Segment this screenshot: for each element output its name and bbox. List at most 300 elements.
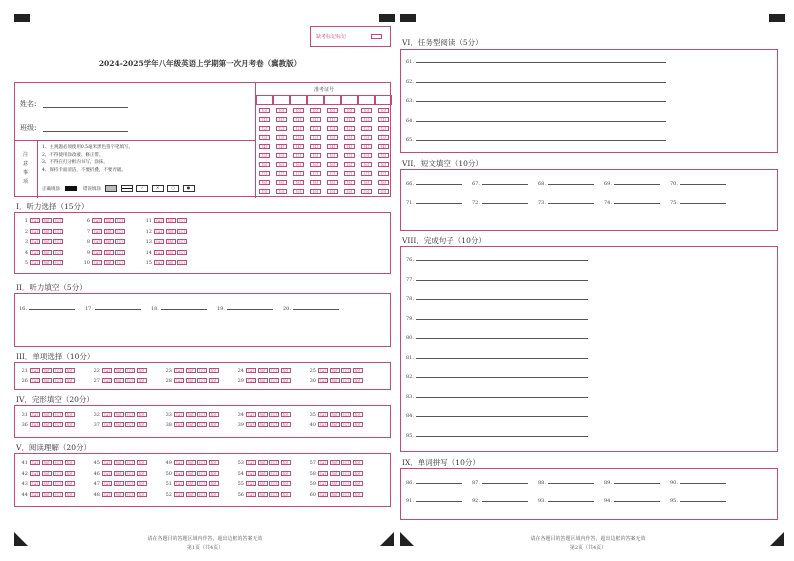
answer-bubble-d[interactable]: [D] xyxy=(353,471,363,476)
answer-bubble-b[interactable]: [B] xyxy=(258,378,268,383)
answer-bubble-b[interactable]: [B] xyxy=(186,471,196,476)
answer-bubble-a[interactable]: [A] xyxy=(174,471,184,476)
exam-id-bubble[interactable]: [8] xyxy=(259,180,270,185)
answer-bubble-b[interactable]: [B] xyxy=(258,412,268,417)
answer-bubble-b[interactable]: [B] xyxy=(258,460,268,465)
exam-id-bubble[interactable]: [6] xyxy=(310,162,321,167)
answer-bubble-a[interactable]: [A] xyxy=(30,378,40,383)
answer-bubble-d[interactable]: [D] xyxy=(353,492,363,497)
exam-id-bubble[interactable]: [0] xyxy=(344,108,355,113)
answer-bubble-a[interactable]: [A] xyxy=(154,239,164,244)
answer-bubble-a[interactable]: [A] xyxy=(30,422,40,427)
answer-bubble-d[interactable]: [D] xyxy=(137,481,147,486)
answer-bubble-c[interactable]: [C] xyxy=(53,422,63,427)
exam-id-bubble[interactable]: [4] xyxy=(259,144,270,149)
answer-bubble-d[interactable]: [D] xyxy=(65,481,75,486)
answer-line[interactable] xyxy=(482,203,528,204)
answer-bubble-a[interactable]: [A] xyxy=(174,422,184,427)
answer-bubble-b[interactable]: [B] xyxy=(114,412,124,417)
answer-bubble-c[interactable]: [C] xyxy=(269,422,279,427)
answer-bubble-c[interactable]: [C] xyxy=(341,368,351,373)
exam-id-bubble[interactable]: [8] xyxy=(276,180,287,185)
exam-id-bubble[interactable]: [2] xyxy=(293,126,304,131)
answer-bubble-c[interactable]: [C] xyxy=(269,378,279,383)
answer-bubble-c[interactable]: [C] xyxy=(115,239,125,244)
answer-bubble-c[interactable]: [C] xyxy=(269,412,279,417)
answer-bubble-c[interactable]: [C] xyxy=(341,422,351,427)
exam-id-bubble[interactable]: [3] xyxy=(310,135,321,140)
exam-id-bubble[interactable]: [8] xyxy=(344,180,355,185)
exam-id-bubble[interactable]: [5] xyxy=(293,153,304,158)
answer-line[interactable] xyxy=(416,377,588,378)
answer-line[interactable] xyxy=(482,184,528,185)
answer-bubble-b[interactable]: [B] xyxy=(42,239,52,244)
exam-id-bubble[interactable]: [1] xyxy=(327,117,338,122)
answer-bubble-d[interactable]: [D] xyxy=(209,471,219,476)
answer-bubble-d[interactable]: [D] xyxy=(281,492,291,497)
answer-bubble-a[interactable]: [A] xyxy=(102,471,112,476)
exam-id-bubble[interactable]: [4] xyxy=(344,144,355,149)
answer-bubble-a[interactable]: [A] xyxy=(30,239,40,244)
answer-bubble-c[interactable]: [C] xyxy=(269,460,279,465)
exam-id-digit-box[interactable] xyxy=(341,95,358,105)
answer-bubble-b[interactable]: [B] xyxy=(104,239,114,244)
exam-id-bubble[interactable]: [5] xyxy=(276,153,287,158)
answer-bubble-c[interactable]: [C] xyxy=(53,412,63,417)
answer-bubble-b[interactable]: [B] xyxy=(186,492,196,497)
answer-bubble-d[interactable]: [D] xyxy=(137,368,147,373)
exam-id-bubble[interactable]: [3] xyxy=(361,135,372,140)
answer-bubble-c[interactable]: [C] xyxy=(197,412,207,417)
answer-bubble-a[interactable]: [A] xyxy=(154,218,164,223)
answer-bubble-c[interactable]: [C] xyxy=(197,368,207,373)
answer-bubble-c[interactable]: [C] xyxy=(53,481,63,486)
answer-bubble-a[interactable]: [A] xyxy=(30,368,40,373)
answer-line[interactable] xyxy=(416,436,588,437)
answer-line[interactable] xyxy=(416,260,588,261)
answer-bubble-b[interactable]: [B] xyxy=(166,218,176,223)
answer-line[interactable] xyxy=(29,309,75,310)
answer-line[interactable] xyxy=(161,309,207,310)
exam-id-bubble[interactable]: [4] xyxy=(293,144,304,149)
answer-bubble-a[interactable]: [A] xyxy=(246,378,256,383)
answer-bubble-b[interactable]: [B] xyxy=(186,422,196,427)
answer-line[interactable] xyxy=(95,309,141,310)
exam-id-bubble[interactable]: [0] xyxy=(361,108,372,113)
answer-line[interactable] xyxy=(293,309,339,310)
exam-id-bubble[interactable]: [3] xyxy=(378,135,389,140)
answer-bubble-b[interactable]: [B] xyxy=(42,368,52,373)
exam-id-bubble[interactable]: [7] xyxy=(378,171,389,176)
answer-bubble-d[interactable]: [D] xyxy=(353,378,363,383)
answer-bubble-b[interactable]: [B] xyxy=(104,229,114,234)
answer-bubble-a[interactable]: [A] xyxy=(154,229,164,234)
exam-id-bubble[interactable]: [0] xyxy=(259,108,270,113)
answer-bubble-a[interactable]: [A] xyxy=(318,481,328,486)
answer-bubble-d[interactable]: [D] xyxy=(65,471,75,476)
answer-bubble-b[interactable]: [B] xyxy=(330,460,340,465)
answer-bubble-c[interactable]: [C] xyxy=(53,368,63,373)
answer-line[interactable] xyxy=(614,203,660,204)
answer-bubble-a[interactable]: [A] xyxy=(92,218,102,223)
answer-bubble-d[interactable]: [D] xyxy=(281,422,291,427)
answer-bubble-b[interactable]: [B] xyxy=(258,422,268,427)
exam-id-bubble[interactable]: [9] xyxy=(361,189,372,194)
exam-id-bubble[interactable]: [7] xyxy=(344,171,355,176)
answer-line[interactable] xyxy=(482,483,528,484)
answer-bubble-c[interactable]: [C] xyxy=(125,492,135,497)
answer-bubble-c[interactable]: [C] xyxy=(197,460,207,465)
answer-bubble-c[interactable]: [C] xyxy=(197,481,207,486)
exam-id-bubble[interactable]: [7] xyxy=(310,171,321,176)
answer-line[interactable] xyxy=(227,309,273,310)
exam-id-bubble[interactable]: [1] xyxy=(310,117,321,122)
exam-id-bubble[interactable]: [9] xyxy=(276,189,287,194)
exam-id-bubble[interactable]: [9] xyxy=(293,189,304,194)
answer-bubble-a[interactable]: [A] xyxy=(92,250,102,255)
answer-bubble-d[interactable]: [D] xyxy=(209,422,219,427)
answer-bubble-a[interactable]: [A] xyxy=(154,250,164,255)
answer-bubble-a[interactable]: [A] xyxy=(246,368,256,373)
exam-id-bubble[interactable]: [4] xyxy=(378,144,389,149)
answer-bubble-a[interactable]: [A] xyxy=(92,260,102,265)
exam-id-bubble[interactable]: [3] xyxy=(327,135,338,140)
answer-bubble-c[interactable]: [C] xyxy=(197,378,207,383)
answer-bubble-b[interactable]: [B] xyxy=(258,471,268,476)
answer-bubble-c[interactable]: [C] xyxy=(125,481,135,486)
exam-id-bubble[interactable]: [5] xyxy=(361,153,372,158)
answer-bubble-a[interactable]: [A] xyxy=(174,368,184,373)
exam-id-bubble[interactable]: [4] xyxy=(310,144,321,149)
answer-line[interactable] xyxy=(614,483,660,484)
answer-line[interactable] xyxy=(416,416,588,417)
answer-bubble-d[interactable]: [D] xyxy=(209,368,219,373)
exam-id-bubble[interactable]: [8] xyxy=(310,180,321,185)
exam-id-bubble[interactable]: [9] xyxy=(327,189,338,194)
answer-line[interactable] xyxy=(416,121,666,122)
exam-id-bubble[interactable]: [8] xyxy=(361,180,372,185)
answer-bubble-a[interactable]: [A] xyxy=(102,481,112,486)
answer-bubble-c[interactable]: [C] xyxy=(53,229,63,234)
exam-id-digit-box[interactable] xyxy=(358,95,375,105)
answer-bubble-a[interactable]: [A] xyxy=(246,471,256,476)
answer-line[interactable] xyxy=(680,483,726,484)
answer-bubble-c[interactable]: [C] xyxy=(125,368,135,373)
answer-bubble-b[interactable]: [B] xyxy=(42,481,52,486)
answer-bubble-c[interactable]: [C] xyxy=(53,239,63,244)
exam-id-bubble[interactable]: [2] xyxy=(344,126,355,131)
exam-id-bubble[interactable]: [2] xyxy=(259,126,270,131)
answer-line[interactable] xyxy=(416,338,588,339)
answer-bubble-b[interactable]: [B] xyxy=(166,229,176,234)
answer-bubble-a[interactable]: [A] xyxy=(30,229,40,234)
answer-bubble-c[interactable]: [C] xyxy=(269,481,279,486)
answer-bubble-b[interactable]: [B] xyxy=(42,218,52,223)
exam-id-bubble[interactable]: [7] xyxy=(361,171,372,176)
exam-id-bubble[interactable]: [5] xyxy=(344,153,355,158)
answer-bubble-b[interactable]: [B] xyxy=(42,229,52,234)
answer-bubble-a[interactable]: [A] xyxy=(30,481,40,486)
answer-line[interactable] xyxy=(614,184,660,185)
answer-line[interactable] xyxy=(416,101,666,102)
answer-bubble-d[interactable]: [D] xyxy=(281,378,291,383)
exam-id-bubble[interactable]: [8] xyxy=(378,180,389,185)
answer-bubble-c[interactable]: [C] xyxy=(341,492,351,497)
exam-id-bubble[interactable]: [1] xyxy=(259,117,270,122)
answer-bubble-c[interactable]: [C] xyxy=(197,492,207,497)
answer-line[interactable] xyxy=(416,203,462,204)
answer-bubble-c[interactable]: [C] xyxy=(197,471,207,476)
answer-bubble-a[interactable]: [A] xyxy=(30,412,40,417)
exam-id-digit-box[interactable] xyxy=(324,95,341,105)
answer-bubble-b[interactable]: [B] xyxy=(114,481,124,486)
exam-id-bubble[interactable]: [2] xyxy=(310,126,321,131)
answer-bubble-d[interactable]: [D] xyxy=(137,460,147,465)
exam-id-bubble[interactable]: [6] xyxy=(293,162,304,167)
name-field[interactable] xyxy=(43,107,128,108)
answer-line[interactable] xyxy=(680,501,726,502)
answer-bubble-d[interactable]: [D] xyxy=(65,378,75,383)
answer-bubble-c[interactable]: [C] xyxy=(177,218,187,223)
answer-bubble-c[interactable]: [C] xyxy=(125,422,135,427)
answer-line[interactable] xyxy=(416,358,588,359)
answer-bubble-b[interactable]: [B] xyxy=(42,492,52,497)
answer-bubble-c[interactable]: [C] xyxy=(269,492,279,497)
answer-bubble-c[interactable]: [C] xyxy=(53,378,63,383)
exam-id-digit-box[interactable] xyxy=(375,95,392,105)
answer-bubble-b[interactable]: [B] xyxy=(42,471,52,476)
answer-bubble-c[interactable]: [C] xyxy=(53,460,63,465)
answer-bubble-d[interactable]: [D] xyxy=(209,412,219,417)
answer-bubble-b[interactable]: [B] xyxy=(330,378,340,383)
answer-bubble-d[interactable]: [D] xyxy=(281,460,291,465)
answer-bubble-a[interactable]: [A] xyxy=(102,460,112,465)
exam-id-bubble[interactable]: [1] xyxy=(276,117,287,122)
answer-line[interactable] xyxy=(614,501,660,502)
answer-bubble-d[interactable]: [D] xyxy=(353,368,363,373)
answer-line[interactable] xyxy=(416,280,588,281)
answer-bubble-b[interactable]: [B] xyxy=(104,218,114,223)
answer-bubble-a[interactable]: [A] xyxy=(30,218,40,223)
answer-bubble-d[interactable]: [D] xyxy=(281,481,291,486)
answer-bubble-a[interactable]: [A] xyxy=(246,422,256,427)
exam-id-bubble[interactable]: [4] xyxy=(327,144,338,149)
answer-bubble-a[interactable]: [A] xyxy=(30,471,40,476)
answer-line[interactable] xyxy=(680,203,726,204)
answer-bubble-d[interactable]: [D] xyxy=(281,368,291,373)
exam-id-bubble[interactable]: [0] xyxy=(378,108,389,113)
answer-bubble-a[interactable]: [A] xyxy=(92,229,102,234)
answer-bubble-c[interactable]: [C] xyxy=(269,368,279,373)
exam-id-bubble[interactable]: [5] xyxy=(378,153,389,158)
exam-id-digit-box[interactable] xyxy=(256,95,273,105)
answer-bubble-a[interactable]: [A] xyxy=(102,422,112,427)
answer-bubble-a[interactable]: [A] xyxy=(30,250,40,255)
answer-bubble-a[interactable]: [A] xyxy=(174,492,184,497)
answer-bubble-b[interactable]: [B] xyxy=(330,422,340,427)
answer-bubble-c[interactable]: [C] xyxy=(197,422,207,427)
exam-id-bubble[interactable]: [1] xyxy=(378,117,389,122)
exam-id-bubble[interactable]: [2] xyxy=(361,126,372,131)
answer-bubble-a[interactable]: [A] xyxy=(102,492,112,497)
answer-bubble-a[interactable]: [A] xyxy=(92,239,102,244)
answer-bubble-a[interactable]: [A] xyxy=(102,378,112,383)
answer-bubble-c[interactable]: [C] xyxy=(125,412,135,417)
exam-id-bubble[interactable]: [0] xyxy=(310,108,321,113)
exam-id-bubble[interactable]: [0] xyxy=(276,108,287,113)
answer-bubble-b[interactable]: [B] xyxy=(166,260,176,265)
answer-bubble-b[interactable]: [B] xyxy=(114,422,124,427)
exam-id-bubble[interactable]: [9] xyxy=(378,189,389,194)
answer-line[interactable] xyxy=(416,483,462,484)
answer-bubble-b[interactable]: [B] xyxy=(104,260,114,265)
answer-bubble-b[interactable]: [B] xyxy=(42,460,52,465)
exam-id-bubble[interactable]: [2] xyxy=(327,126,338,131)
answer-bubble-d[interactable]: [D] xyxy=(65,412,75,417)
answer-bubble-a[interactable]: [A] xyxy=(102,412,112,417)
answer-bubble-b[interactable]: [B] xyxy=(114,471,124,476)
answer-bubble-d[interactable]: [D] xyxy=(209,378,219,383)
answer-bubble-d[interactable]: [D] xyxy=(209,492,219,497)
answer-line[interactable] xyxy=(416,319,588,320)
exam-id-bubble[interactable]: [0] xyxy=(293,108,304,113)
exam-id-bubble[interactable]: [1] xyxy=(344,117,355,122)
answer-bubble-b[interactable]: [B] xyxy=(186,460,196,465)
exam-id-digit-box[interactable] xyxy=(307,95,324,105)
answer-bubble-d[interactable]: [D] xyxy=(65,422,75,427)
answer-line[interactable] xyxy=(416,397,588,398)
answer-line[interactable] xyxy=(548,483,594,484)
answer-bubble-b[interactable]: [B] xyxy=(186,481,196,486)
exam-id-digit-box[interactable] xyxy=(290,95,307,105)
answer-bubble-c[interactable]: [C] xyxy=(115,260,125,265)
answer-bubble-d[interactable]: [D] xyxy=(137,492,147,497)
exam-id-bubble[interactable]: [8] xyxy=(293,180,304,185)
answer-bubble-d[interactable]: [D] xyxy=(65,460,75,465)
answer-bubble-c[interactable]: [C] xyxy=(125,460,135,465)
exam-id-bubble[interactable]: [4] xyxy=(361,144,372,149)
answer-bubble-a[interactable]: [A] xyxy=(30,492,40,497)
answer-bubble-a[interactable]: [A] xyxy=(174,481,184,486)
answer-line[interactable] xyxy=(416,501,462,502)
answer-bubble-a[interactable]: [A] xyxy=(318,471,328,476)
answer-bubble-b[interactable]: [B] xyxy=(114,460,124,465)
answer-bubble-b[interactable]: [B] xyxy=(258,481,268,486)
exam-id-bubble[interactable]: [7] xyxy=(259,171,270,176)
exam-id-bubble[interactable]: [1] xyxy=(361,117,372,122)
answer-bubble-d[interactable]: [D] xyxy=(209,481,219,486)
answer-bubble-c[interactable]: [C] xyxy=(177,260,187,265)
answer-bubble-b[interactable]: [B] xyxy=(42,412,52,417)
answer-bubble-b[interactable]: [B] xyxy=(166,239,176,244)
answer-bubble-d[interactable]: [D] xyxy=(281,412,291,417)
exam-id-bubble[interactable]: [8] xyxy=(327,180,338,185)
answer-bubble-d[interactable]: [D] xyxy=(137,422,147,427)
answer-bubble-b[interactable]: [B] xyxy=(166,250,176,255)
answer-bubble-b[interactable]: [B] xyxy=(114,492,124,497)
answer-bubble-b[interactable]: [B] xyxy=(330,368,340,373)
exam-id-bubble[interactable]: [7] xyxy=(276,171,287,176)
answer-bubble-a[interactable]: [A] xyxy=(174,460,184,465)
answer-bubble-c[interactable]: [C] xyxy=(53,492,63,497)
answer-line[interactable] xyxy=(482,501,528,502)
exam-id-bubble[interactable]: [6] xyxy=(259,162,270,167)
exam-id-bubble[interactable]: [2] xyxy=(276,126,287,131)
answer-bubble-c[interactable]: [C] xyxy=(125,378,135,383)
exam-id-bubble[interactable]: [3] xyxy=(276,135,287,140)
answer-bubble-c[interactable]: [C] xyxy=(177,250,187,255)
answer-bubble-d[interactable]: [D] xyxy=(137,412,147,417)
exam-id-bubble[interactable]: [2] xyxy=(378,126,389,131)
exam-id-bubble[interactable]: [9] xyxy=(344,189,355,194)
exam-id-bubble[interactable]: [3] xyxy=(344,135,355,140)
answer-bubble-b[interactable]: [B] xyxy=(42,250,52,255)
exam-id-bubble[interactable]: [5] xyxy=(310,153,321,158)
answer-bubble-a[interactable]: [A] xyxy=(174,412,184,417)
answer-bubble-c[interactable]: [C] xyxy=(269,471,279,476)
answer-bubble-d[interactable]: [D] xyxy=(353,481,363,486)
answer-bubble-a[interactable]: [A] xyxy=(174,378,184,383)
answer-bubble-c[interactable]: [C] xyxy=(115,250,125,255)
answer-bubble-b[interactable]: [B] xyxy=(186,412,196,417)
answer-bubble-b[interactable]: [B] xyxy=(330,412,340,417)
answer-bubble-a[interactable]: [A] xyxy=(318,422,328,427)
answer-bubble-c[interactable]: [C] xyxy=(115,218,125,223)
answer-bubble-c[interactable]: [C] xyxy=(53,471,63,476)
answer-bubble-d[interactable]: [D] xyxy=(65,492,75,497)
exam-id-bubble[interactable]: [7] xyxy=(327,171,338,176)
answer-bubble-b[interactable]: [B] xyxy=(42,422,52,427)
answer-bubble-b[interactable]: [B] xyxy=(104,250,114,255)
absent-mark-bubble[interactable] xyxy=(371,34,382,39)
answer-line[interactable] xyxy=(548,501,594,502)
answer-bubble-a[interactable]: [A] xyxy=(318,368,328,373)
answer-bubble-b[interactable]: [B] xyxy=(330,481,340,486)
answer-line[interactable] xyxy=(416,299,588,300)
exam-id-bubble[interactable]: [3] xyxy=(293,135,304,140)
exam-id-bubble[interactable]: [6] xyxy=(327,162,338,167)
answer-line[interactable] xyxy=(548,184,594,185)
answer-bubble-b[interactable]: [B] xyxy=(114,368,124,373)
answer-bubble-b[interactable]: [B] xyxy=(42,378,52,383)
exam-id-bubble[interactable]: [6] xyxy=(378,162,389,167)
answer-bubble-d[interactable]: [D] xyxy=(353,422,363,427)
answer-bubble-a[interactable]: [A] xyxy=(318,378,328,383)
exam-id-bubble[interactable]: [6] xyxy=(344,162,355,167)
answer-bubble-a[interactable]: [A] xyxy=(154,260,164,265)
answer-bubble-a[interactable]: [A] xyxy=(102,368,112,373)
answer-bubble-c[interactable]: [C] xyxy=(341,471,351,476)
class-field[interactable] xyxy=(43,131,128,132)
answer-bubble-c[interactable]: [C] xyxy=(341,412,351,417)
answer-bubble-c[interactable]: [C] xyxy=(341,460,351,465)
answer-bubble-d[interactable]: [D] xyxy=(137,378,147,383)
answer-bubble-a[interactable]: [A] xyxy=(246,492,256,497)
answer-line[interactable] xyxy=(416,82,666,83)
answer-bubble-b[interactable]: [B] xyxy=(258,368,268,373)
answer-bubble-a[interactable]: [A] xyxy=(30,260,40,265)
answer-bubble-a[interactable]: [A] xyxy=(246,412,256,417)
answer-bubble-d[interactable]: [D] xyxy=(137,471,147,476)
answer-bubble-b[interactable]: [B] xyxy=(258,492,268,497)
answer-bubble-c[interactable]: [C] xyxy=(341,378,351,383)
exam-id-bubble[interactable]: [3] xyxy=(259,135,270,140)
answer-bubble-b[interactable]: [B] xyxy=(114,378,124,383)
answer-bubble-c[interactable]: [C] xyxy=(53,250,63,255)
answer-bubble-a[interactable]: [A] xyxy=(318,412,328,417)
answer-line[interactable] xyxy=(548,203,594,204)
answer-bubble-c[interactable]: [C] xyxy=(53,260,63,265)
